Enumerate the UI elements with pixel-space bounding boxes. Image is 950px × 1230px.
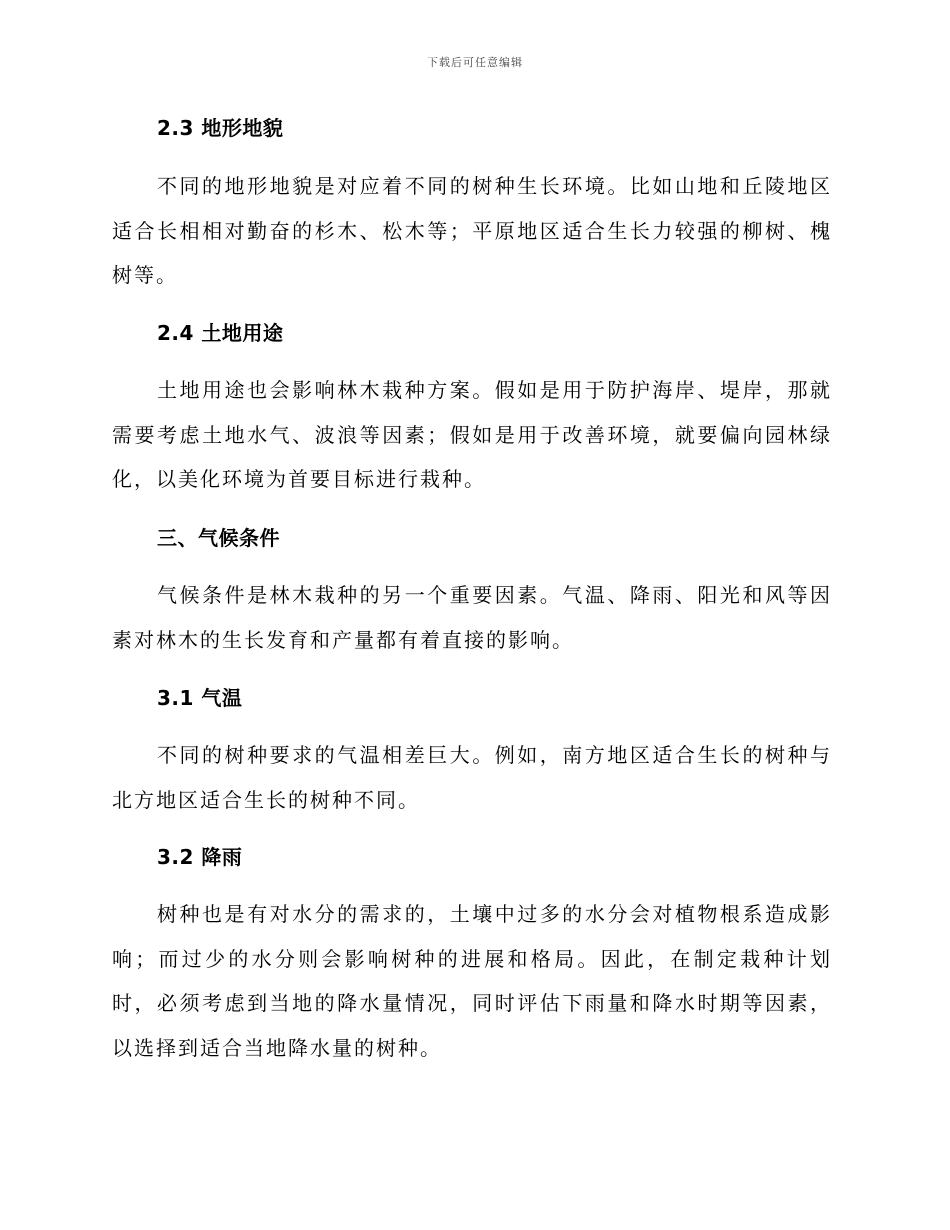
page-header: 下载后可任意编辑 <box>427 56 523 69</box>
paragraph-terrain: 不同的地形地貌是对应着不同的树种生长环境。比如山地和丘陵地区适合长相相对勤奋的杉木、松木等；平原地区适合生长力较强的柳树、槐树等。 <box>112 174 832 287</box>
paragraph-land-use: 土地用途也会影响林木栽种方案。假如是用于防护海岸、堤岸，那就需要考虑土地水气、波浪等因素；假如是用于改善环境，就要偏向园林绿化，以美化环境为首要目标进行栽种。 <box>112 378 832 491</box>
section-heading-3-1: 3.1 气温 <box>157 686 243 710</box>
section-heading-3-2: 3.2 降雨 <box>157 845 243 869</box>
section-heading-3: 三、气候条件 <box>157 526 280 550</box>
paragraph-climate: 气候条件是林木栽种的另一个重要因素。气温、降雨、阳光和风等因素对林木的生长发育和产量都有着直接的影响。 <box>112 583 832 652</box>
paragraph-temperature: 不同的树种要求的气温相差巨大。例如，南方地区适合生长的树种与北方地区适合生长的树种不同。 <box>112 743 832 812</box>
section-heading-2-4: 2.4 土地用途 <box>157 321 284 345</box>
paragraph-rainfall: 树种也是有对水分的需求的，土壤中过多的水分会对植物根系造成影响；而过少的水分则会影响树种的进展和格局。因此，在制定栽种计划时，必须考虑到当地的降水量情况，同时评估下雨量和降水时期等因素，以选择到适合当地降水量的树种。 <box>112 902 832 1060</box>
section-heading-2-3: 2.3 地形地貌 <box>157 116 284 140</box>
